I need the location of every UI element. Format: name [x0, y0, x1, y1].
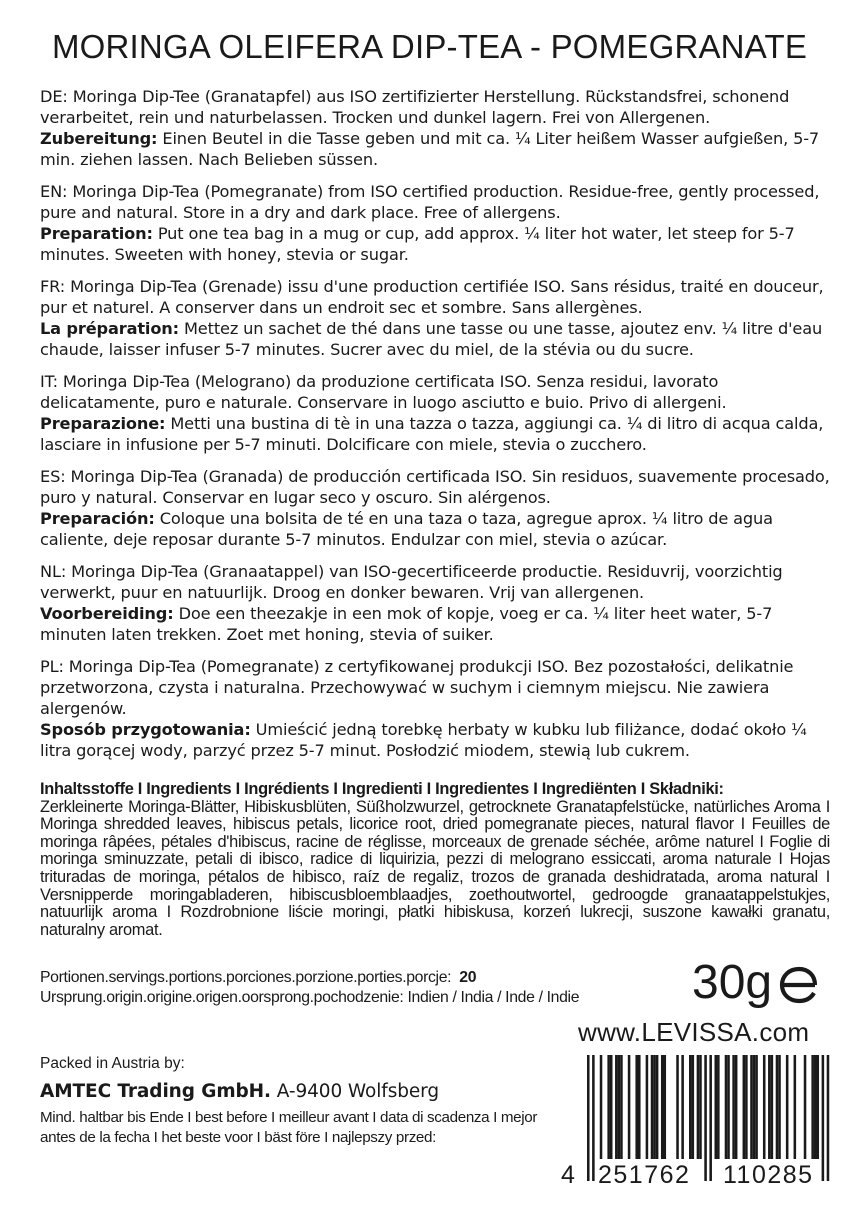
barcode-bar [681, 1055, 684, 1159]
barcode-bar [778, 1055, 781, 1159]
barcode-bar [646, 1055, 649, 1159]
barcode-left-digits: 251762 [598, 1161, 691, 1189]
barcode-bar [717, 1055, 720, 1159]
ingredients-section [40, 781, 830, 939]
barcode-bar [618, 1055, 621, 1159]
barcode-bar [628, 1055, 631, 1159]
language-code: PL [40, 657, 59, 676]
portions-value: 20 [459, 969, 477, 986]
language-description: : Moringa Dip-Tea (Granaatappel) van ISO-gecertificeerde productie. Residuvrij, voorzichtig verwerkt, puur en natuurlijk. Droog en donker bewaren. Vrij van allergenen. [40, 562, 783, 602]
language-code: DE [40, 87, 63, 106]
preparation-text: Mettez un sachet de thé dans une tasse ou une tasse, ajoutez env. ¼ litre d'eau chaude, laisser infuser 5-7 minutes. Sucrer avec du miel, de la stévia ou du sucre. [40, 319, 823, 359]
preparation-text: Doe een theezakje in een mok of kopje, voeg er ca. ¼ liter heet water, 5-7 minuten laten trekken. Zoet met honing, stevia of suiker. [40, 604, 773, 644]
best-before-text: Mind. haltbar bis Ende I best before I meilleur avant I data di scadenza I mejor antes de la fecha I het beste voor I bäst före I najlepszy przed: [40, 1109, 538, 1146]
company-name: AMTEC Trading GmbH. [40, 1081, 271, 1102]
barcode-bar [653, 1055, 656, 1159]
preparation-label: Sposób przygotowania: [40, 720, 251, 739]
barcode-bar [768, 1055, 771, 1159]
language-description: : Moringa Dip-Tea (Pomegranate) from ISO certified production. Residue-free, gently processed, pure and natural. Store in a dry and dark place. Free of allergens. [40, 182, 820, 222]
language-blocks [40, 86, 830, 772]
ingredients-text: Zerkleinerte Moringa-Blätter, Hibiskusblüten, Süßholzwurzel, getrocknete Granatapfelstücke, natürliches Aroma I Moringa shredded leaves, hibiscus petals, licorice root, dried pomegranate pieces, natural flavor I Feuilles de moringa râpées, pétales d'hibiscus, racine de réglisse, morceaux de grenade séchée, arôme naturel I Foglie di moringa sminuzzate, petali di ibisco, radice di liquirizia, pezzi di melograno essiccati, aroma naturale I Hojas trituradas de moringa, pétalos de hibisco, raíz de regaliz, trozos de granada deshidratada, aroma natural I Versnipperde moringabladeren, hibiscusbloemblaadjes, zoethoutwortel, gedroogde granaatappelstukjes, natuurlijk aroma I Rozdrobnione liście moringi, płatki hibiskusa, korzeń lukrecji, suszone kawałki granatu, naturalny aromat. [40, 797, 830, 939]
barcode-bar [635, 1055, 638, 1159]
net-weight: 30g [692, 956, 773, 1009]
barcode-bar [610, 1055, 613, 1159]
language-block-de [40, 86, 830, 170]
barcode-bar [692, 1055, 695, 1159]
language-block-pl [40, 656, 830, 761]
barcode-bar [727, 1055, 730, 1159]
barcode-bar [689, 1055, 692, 1159]
language-description: : Moringa Dip-Tea (Melograno) da produzione certificata ISO. Senza residui, lavorato delicatamente, puro e naturale. Conservare in luogo asciutto e buio. Privo di allergeni. [40, 372, 727, 412]
preparation-label: La préparation: [40, 319, 179, 338]
language-block-it [40, 371, 830, 455]
barcode-bar [725, 1055, 728, 1159]
language-code: IT [40, 372, 53, 391]
preparation-text: Put one tea bag in a mug or cup, add approx. ¼ liter hot water, let steep for 5-7 minutes. Sweeten with honey, stevia or sugar. [40, 224, 795, 264]
barcode-bar [676, 1055, 679, 1159]
preparation-text: Coloque una bolsita de té en una taza o taza, agregue aprox. ¼ litro de agua caliente, deje reposar durante 5-7 minutos. Endulzar con miel, stevia o azúcar. [40, 509, 773, 549]
packer-company [40, 1081, 439, 1102]
barcode-bar [607, 1055, 610, 1159]
language-block-nl [40, 561, 830, 645]
barcode-bar [794, 1055, 797, 1159]
preparation-label: Voorbereiding: [40, 604, 174, 623]
barcode-bar [615, 1055, 618, 1159]
preparation-text: Metti una bustina di tè in una tazza o tazza, aggiungi ca. ¼ di litro di acqua calda, lasciare in infusione per 5-7 minuti. Dolcificare con miele, stevia o zucchero. [40, 414, 824, 454]
barcode-bar [771, 1055, 774, 1159]
product-title: MORINGA OLEIFERA DIP-TEA - POMEGRANATE [51, 28, 808, 65]
language-code: EN [40, 182, 63, 201]
barcode-bar [664, 1055, 667, 1159]
preparation-label: Zubereitung: [40, 129, 158, 148]
barcode-bar [661, 1055, 664, 1159]
barcode-bar [804, 1055, 807, 1159]
barcode-bar [732, 1055, 735, 1159]
website-url: www.LEVISSA.com [578, 1017, 810, 1047]
barcode-first-digit: 4 [561, 1161, 577, 1189]
origin-value: Indien / India / Inde / Indie [407, 989, 580, 1006]
barcode-bar [817, 1055, 820, 1159]
portions-origin [40, 968, 579, 1008]
barcode-bar [638, 1055, 641, 1159]
language-description: : Moringa Dip-Tee (Granatapfel) aus ISO zertifizierter Herstellung. Rückstandsfrei, schonend verarbeitet, rein und naturbelassen. Trocken und dunkel lagern. Frei von Allergenen. [40, 87, 790, 127]
ingredients-title: Inhaltsstoffe I Ingredients I Ingrédients I Ingredienti I Ingredientes I Ingrediënten I Składniki: [40, 780, 724, 798]
barcode-bar [814, 1055, 817, 1159]
origin-label: Ursprung.origin.origine.origen.oorsprong.pochodzenie: [40, 989, 404, 1006]
company-address: A-9400 Wolfsberg [270, 1081, 439, 1102]
barcode-bar [656, 1055, 659, 1159]
barcode-bar [697, 1055, 700, 1159]
barcode-bar [600, 1055, 603, 1159]
preparation-label: Preparation: [40, 224, 153, 243]
barcode-bar [755, 1055, 758, 1159]
barcode-bar [776, 1055, 779, 1159]
barcode-bar [651, 1055, 654, 1159]
language-description: : Moringa Dip-Tea (Pomegranate) z certyfikowanej produkcji ISO. Bez pozostałości, delikatnie przetworzona, czysta i naturalna. Przechowywać w suchym i ciemnym miejscu. Nie zawiera alergenów. [40, 657, 794, 718]
language-code: FR [40, 277, 60, 296]
barcode-bar [704, 1055, 707, 1181]
barcode-bar [592, 1055, 595, 1181]
origin-line [40, 988, 579, 1008]
language-description: : Moringa Dip-Tea (Granada) de producción certificada ISO. Sin residuos, suavemente procesado, puro y natural. Conservar en lugar seco y oscuro. Sin alérgenos. [40, 467, 830, 507]
barcode-bar [750, 1055, 753, 1159]
barcode-right-digits: 110285 [723, 1161, 814, 1189]
portions-label: Portionen.servings.portions.porciones.porzione.porties.porcje: [40, 969, 452, 986]
packed-in-label: Packed in Austria by: [40, 1055, 185, 1072]
estimated-e-mark-icon [777, 965, 821, 1005]
barcode-bar [699, 1055, 702, 1159]
language-code: NL [40, 562, 61, 581]
barcode-bar [620, 1055, 623, 1159]
barcode-bar [709, 1055, 712, 1181]
barcode-bar [763, 1055, 766, 1159]
barcode-bar [753, 1055, 756, 1159]
barcode-bar [827, 1055, 830, 1181]
preparation-label: Preparazione: [40, 414, 166, 433]
preparation-label: Preparación: [40, 509, 155, 528]
language-description: : Moringa Dip-Tea (Grenade) issu d'une production certifiée ISO. Sans résidus, traité en douceur, pur et naturel. A conserver dans un endroit sec et sombre. Sans allergènes. [40, 277, 824, 317]
barcode-bar [587, 1055, 590, 1181]
barcode-bar [811, 1055, 814, 1159]
barcode-bar [715, 1055, 718, 1159]
barcode-bar [786, 1055, 789, 1159]
language-block-fr [40, 276, 830, 360]
preparation-text: Umieścić jedną torebkę herbaty w kubku lub filiżance, dodać około ¼ litra gorącej wody, parzyć przez 5-7 minut. Posłodzić miodem, stewią lub cukrem. [40, 720, 807, 760]
portions-line [40, 968, 579, 988]
language-block-en [40, 181, 830, 265]
preparation-text: Einen Beutel in die Tasse geben und mit ca. ¼ Liter heißem Wasser aufgießen, 5-7 min. ziehen lassen. Nach Belieben süssen. [40, 129, 820, 169]
barcode-bar [822, 1055, 825, 1181]
barcode-bar [743, 1055, 746, 1159]
barcode-bar [735, 1055, 738, 1159]
barcode-bar [745, 1055, 748, 1159]
language-block-es [40, 466, 830, 550]
language-code: ES [40, 467, 61, 486]
